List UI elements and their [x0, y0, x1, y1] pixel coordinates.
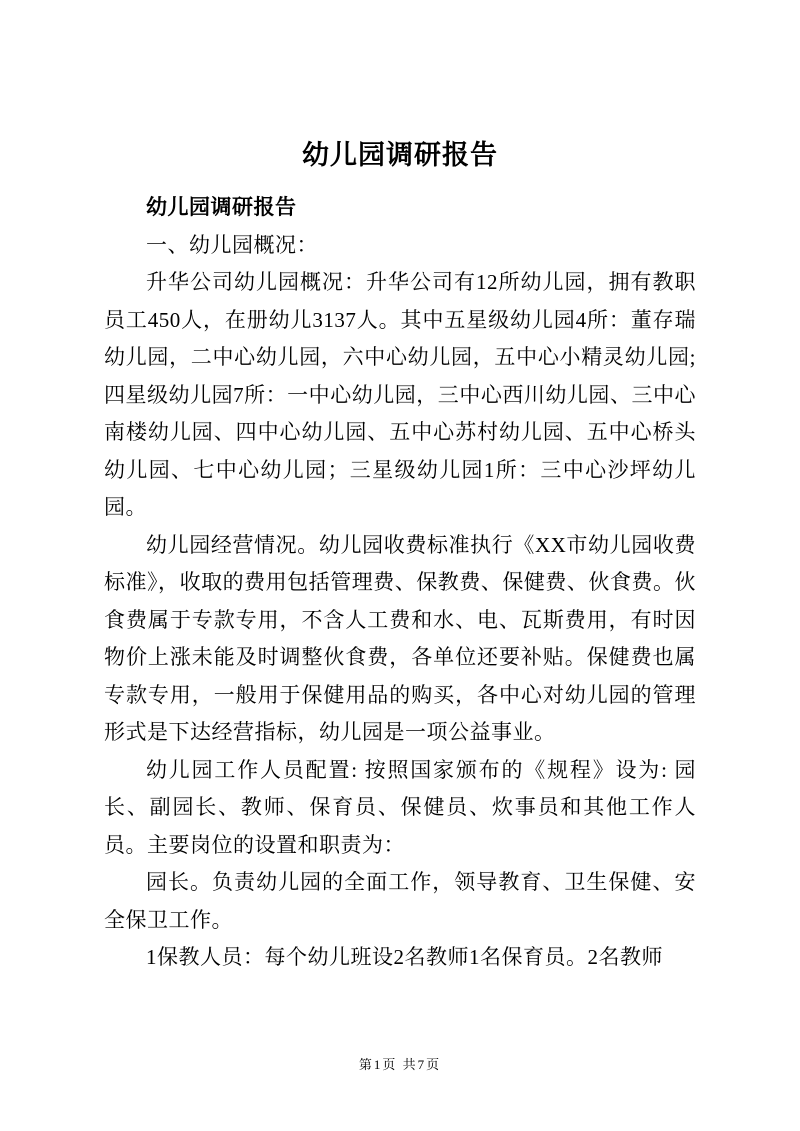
paragraph: 1保教人员：每个幼儿班设2名教师1名保育员。2名教师	[146, 945, 663, 970]
paragraph: 园长。负责幼儿园的全面工作，领导教育、卫生保健、安全保卫工作。	[104, 870, 696, 932]
paragraph: 幼儿园经营情况。幼儿园收费标准执行《XX市幼儿园收费标准》，收取的费用包括管理费、保教费、保健费、伙食费。伙食费属于专款专用，不含人工费和水、电、瓦斯费用，有时因物价上涨未能及时调整伙食费，各单位还要补贴。保健费也属专款专用，一般用于保健用品的购买，各中心对幼儿园的管理形式是下达经营指标，幼儿园是一项公益事业。	[104, 532, 696, 745]
paragraph: 升华公司幼儿园概况：升华公司有12所幼儿园，拥有教职员工450人，在册幼儿3137人。其中五星级幼儿园4所：董存瑞幼儿园，二中心幼儿园，六中心幼儿园，五中心小精灵幼儿园;四星级幼儿园7所：一中心幼儿园，三中心西川幼儿园、三中心南楼幼儿园、四中心幼儿园、五中心苏村幼儿园、五中心桥头幼儿园、七中心幼儿园；三星级幼儿园1所：三中心沙坪幼儿园。	[104, 270, 696, 520]
page-footer: 第1页 共7页	[358, 1057, 442, 1072]
paragraph: 一、幼儿园概况：	[146, 232, 318, 257]
paragraph: 幼儿园工作人员配置: 按照国家颁布的《规程》设为: 园长、副园长、教师、保育员、保健员、炊事员和其他工作人员。主要岗位的设置和职责为：	[104, 757, 696, 857]
document-title: 幼儿园调研报告	[302, 140, 498, 170]
paragraph: 幼儿园调研报告	[146, 195, 297, 220]
